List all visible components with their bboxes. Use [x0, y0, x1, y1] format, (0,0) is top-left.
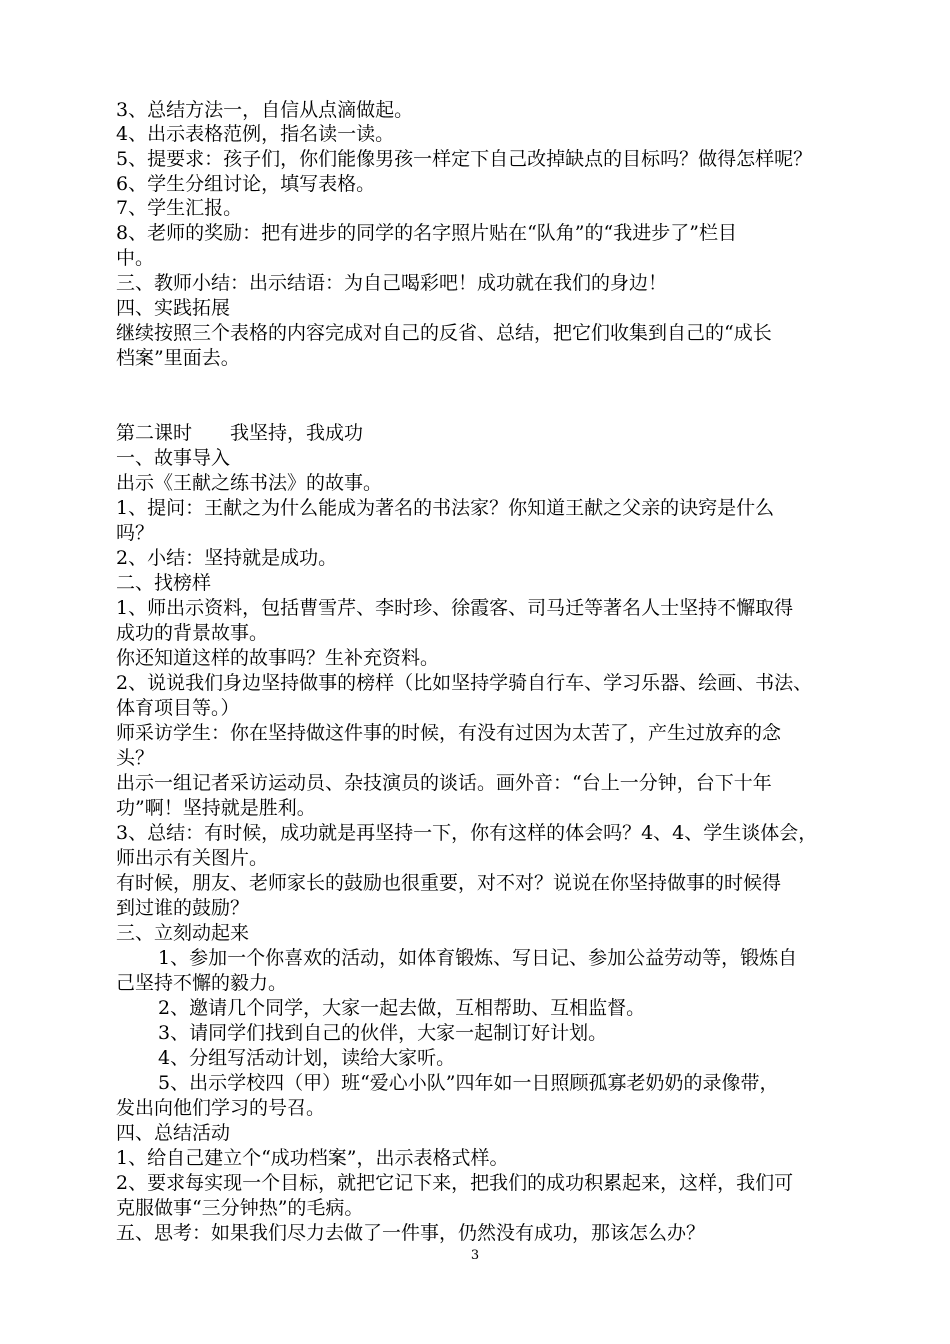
text-line: 3、请同学们找到自己的伙伴，大家一起制订好计划。 — [158, 1022, 608, 1044]
text-line: 1、给自己建立个“成功档案”，出示表格式样。 — [116, 1147, 509, 1169]
text-line: 三、立刻动起来 — [116, 922, 250, 944]
text-line: 继续按照三个表格的内容完成对自己的反省、总结，把它们收集到自己的“成长 — [116, 322, 772, 344]
text-line: 3、总结方法一，自信从点滴做起。 — [116, 99, 414, 121]
text-line: 2、说说我们身边坚持做事的榜样（比如坚持学骑自行车、学习乐器、绘画、书法、 — [116, 672, 813, 694]
text-line: 1、提问：王献之为什么能成为著名的书法家？你知道王献之父亲的诀窍是什么 — [116, 497, 775, 519]
text-line: 档案”里面去。 — [116, 347, 240, 369]
text-line: 4、分组写活动计划，读给大家听。 — [158, 1047, 456, 1069]
text-line: 6、学生分组讨论，填写表格。 — [116, 173, 376, 195]
text-line: 出示一组记者采访运动员、杂技演员的谈话。画外音：“台上一分钟，台下十年 — [116, 772, 772, 794]
text-line: 2、小结：坚持就是成功。 — [116, 547, 338, 569]
text-line: 3、总结：有时候，成功就是再坚持一下，你有这样的体会吗？4、4、学生谈体会， — [116, 822, 818, 844]
text-line: 四、总结活动 — [116, 1122, 231, 1144]
text-line: 一、故事导入 — [116, 447, 231, 469]
text-line: 五、思考：如果我们尽力去做了一件事，仍然没有成功，那该怎么办？ — [116, 1222, 706, 1244]
text-line: 吗？ — [116, 522, 155, 544]
text-line: 你还知道这样的故事吗？生补充资料。 — [116, 647, 440, 669]
text-line: 5、出示学校四（甲）班“爱心小队”四年如一日照顾孤寡老奶奶的录像带， — [158, 1072, 779, 1094]
page-number: 3 — [470, 1248, 480, 1263]
text-line: 克服做事“三分钟热”的毛病。 — [116, 1197, 364, 1219]
text-line: 师出示有关图片。 — [116, 847, 269, 869]
text-line: 4、出示表格范例，指名读一读。 — [116, 123, 395, 145]
text-line: 成功的背景故事。 — [116, 622, 269, 644]
text-line: 2、邀请几个同学，大家一起去做，互相帮助、互相监督。 — [158, 997, 646, 1019]
text-line: 中。 — [116, 247, 155, 269]
text-line: 8、老师的奖励：把有进步的同学的名字照片贴在“队角”的“我进步了”栏目 — [116, 222, 737, 244]
text-line: 1、师出示资料，包括曹雪芹、李时珍、徐霞客、司马迁等著名人士坚持不懈取得 — [116, 597, 794, 619]
text-line: 7、学生汇报。 — [116, 197, 243, 219]
text-line: 师采访学生：你在坚持做这件事的时候，有没有过因为太苦了，产生过放弃的念 — [116, 722, 782, 744]
text-line: 体育项目等。） — [116, 697, 240, 719]
text-line: 出示《王献之练书法》的故事。 — [116, 472, 383, 494]
section-heading: 第二课时 我坚持，我成功 — [116, 422, 364, 444]
text-line: 有时候，朋友、老师家长的鼓励也很重要，对不对？说说在你坚持做事的时候得 — [116, 872, 782, 894]
text-line: 1、参加一个你喜欢的活动，如体育锻炼、写日记、参加公益劳动等，锻炼自 — [158, 947, 798, 969]
text-line: 二、找榜样 — [116, 572, 212, 594]
text-line: 头？ — [116, 747, 155, 769]
text-line: 2、要求每实现一个目标，就把它记下来，把我们的成功积累起来，这样，我们可 — [116, 1172, 794, 1194]
text-line: 到过谁的鼓励？ — [116, 897, 250, 919]
text-line: 己坚持不懈的毅力。 — [116, 972, 288, 994]
text-line: 发出向他们学习的号召。 — [116, 1097, 326, 1119]
text-line: 四、实践拓展 — [116, 297, 231, 319]
text-line: 功”啊！坚持就是胜利。 — [116, 797, 316, 819]
text-line: 5、提要求：孩子们，你们能像男孩一样定下自己改掉缺点的目标吗？做得怎样呢？ — [116, 148, 813, 170]
text-line: 三、教师小结：出示结语：为自己喝彩吧！成功就在我们的身边！ — [116, 272, 668, 294]
